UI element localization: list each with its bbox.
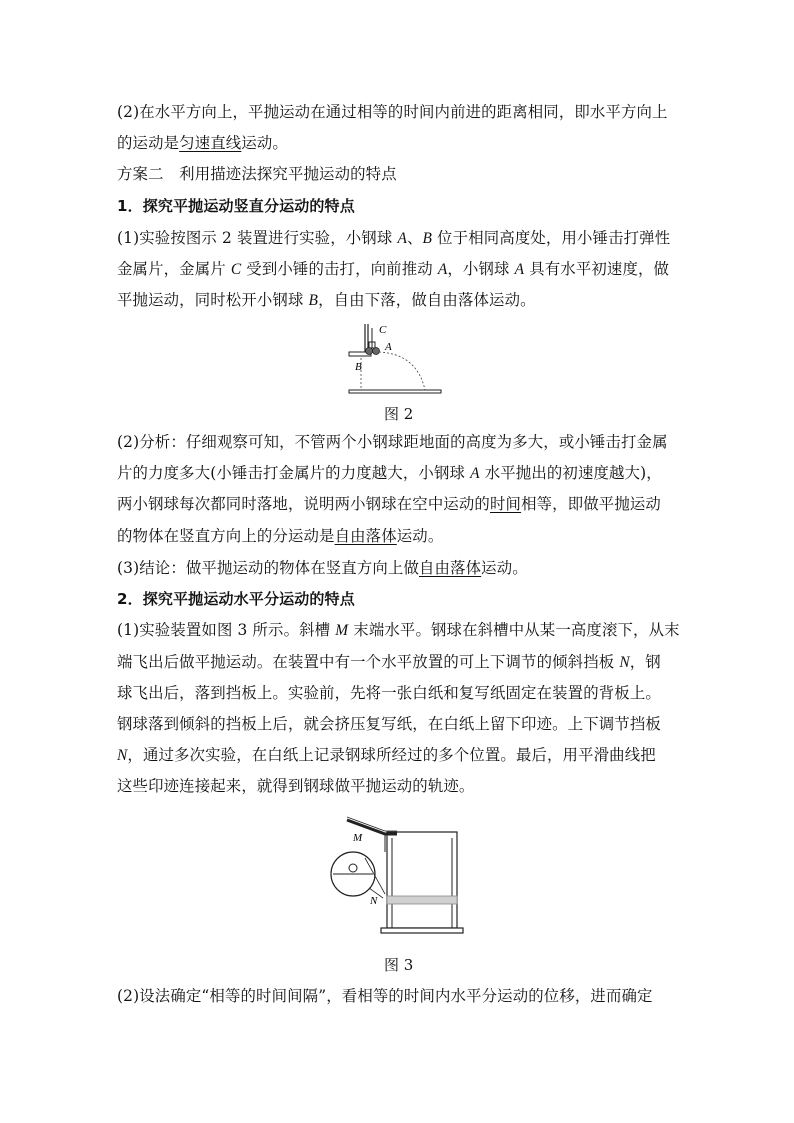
fig3-label-m: M: [353, 832, 363, 844]
answer-free-fall-2: 自由落体: [418, 559, 482, 577]
para-analysis-line3: 两小钢球每次都同时落地，说明两小钢球在空中运动的时间相等，即做平抛运动: [117, 495, 661, 513]
para-device-line6: 这些印迹连接起来，就得到钢球做平抛运动的轨迹。: [117, 777, 475, 795]
para-setup-line2: 金属片，金属片 C 受到小锤的击打，向前推动 A，小钢球 A 具有水平初速度，做: [117, 260, 670, 278]
para-horizontal-line2: 的运动是匀速直线运动。: [117, 134, 288, 152]
para-analysis-line1: (2)分析：仔细观察可知，不管两个小钢球距地面的高度为多大，或小锤击打金属: [117, 433, 668, 451]
para-analysis-line2: 片的力度多大(小锤击打金属片的力度越大，小钢球 A 水平抛出的初速度越大)，: [117, 464, 662, 482]
para-setup-line3: 平抛运动，同时松开小钢球 B，自由下落，做自由落体运动。: [117, 291, 536, 309]
section-heading-vertical: 1．探究平抛运动竖直分运动的特点: [117, 197, 355, 215]
para-device-line1: (1)实验装置如图 3 所示。斜槽 M 末端水平。钢球在斜槽中从某一高度滚下，从末: [117, 621, 680, 639]
fig2-label-c: C: [379, 324, 387, 336]
para-horizontal-line1: (2)在水平方向上，平抛运动在通过相等的时间内前进的距离相同，即水平方向上: [117, 103, 668, 121]
para-conclusion: (3)结论：做平抛运动的物体在竖直方向上做自由落体运动。: [117, 559, 528, 577]
para-device-line4: 钢球落到倾斜的挡板上后，就会挤压复写纸，在白纸上留下印迹。上下调节挡板: [117, 715, 661, 733]
fig3-label-n: N: [370, 895, 378, 907]
fig2-label-b: B: [355, 361, 362, 373]
para-device-line5: N，通过多次实验，在白纸上记录钢球所经过的多个位置。最后，用平滑曲线把: [117, 746, 656, 764]
section-heading-horizontal: 2．探究平抛运动水平分运动的特点: [117, 590, 355, 608]
answer-free-fall-1: 自由落体: [334, 527, 397, 545]
plan-two-title: 方案二 利用描迹法探究平抛运动的特点: [117, 165, 397, 183]
para-setup-line1: (1)实验按图示 2 装置进行实验，小钢球 A、B 位于相同高度处，用小锤击打弹性: [117, 229, 671, 247]
para-device-line3: 球飞出后，落到挡板上。实验前，先将一张白纸和复写纸固定在装置的背板上。: [117, 684, 661, 702]
figure-2-caption: 图 2: [384, 405, 414, 423]
para-device-line2: 端飞出后做平抛运动。在装置中有一个水平放置的可上下调节的倾斜挡板 N，钢: [117, 653, 661, 671]
fig2-label-a: A: [385, 341, 392, 353]
para-equal-interval: (2)设法确定“相等的时间间隔”，看相等的时间内水平分运动的位移，进而确定: [117, 987, 653, 1005]
para-analysis-line4: 的物体在竖直方向上的分运动是自由落体运动。: [117, 527, 444, 545]
answer-time: 时间: [489, 495, 522, 513]
figure-3-apparatus: [325, 812, 475, 942]
figure-2-apparatus: [345, 318, 445, 398]
figure-3-caption: 图 3: [384, 956, 414, 974]
answer-uniform-linear: 匀速直线: [179, 134, 242, 152]
